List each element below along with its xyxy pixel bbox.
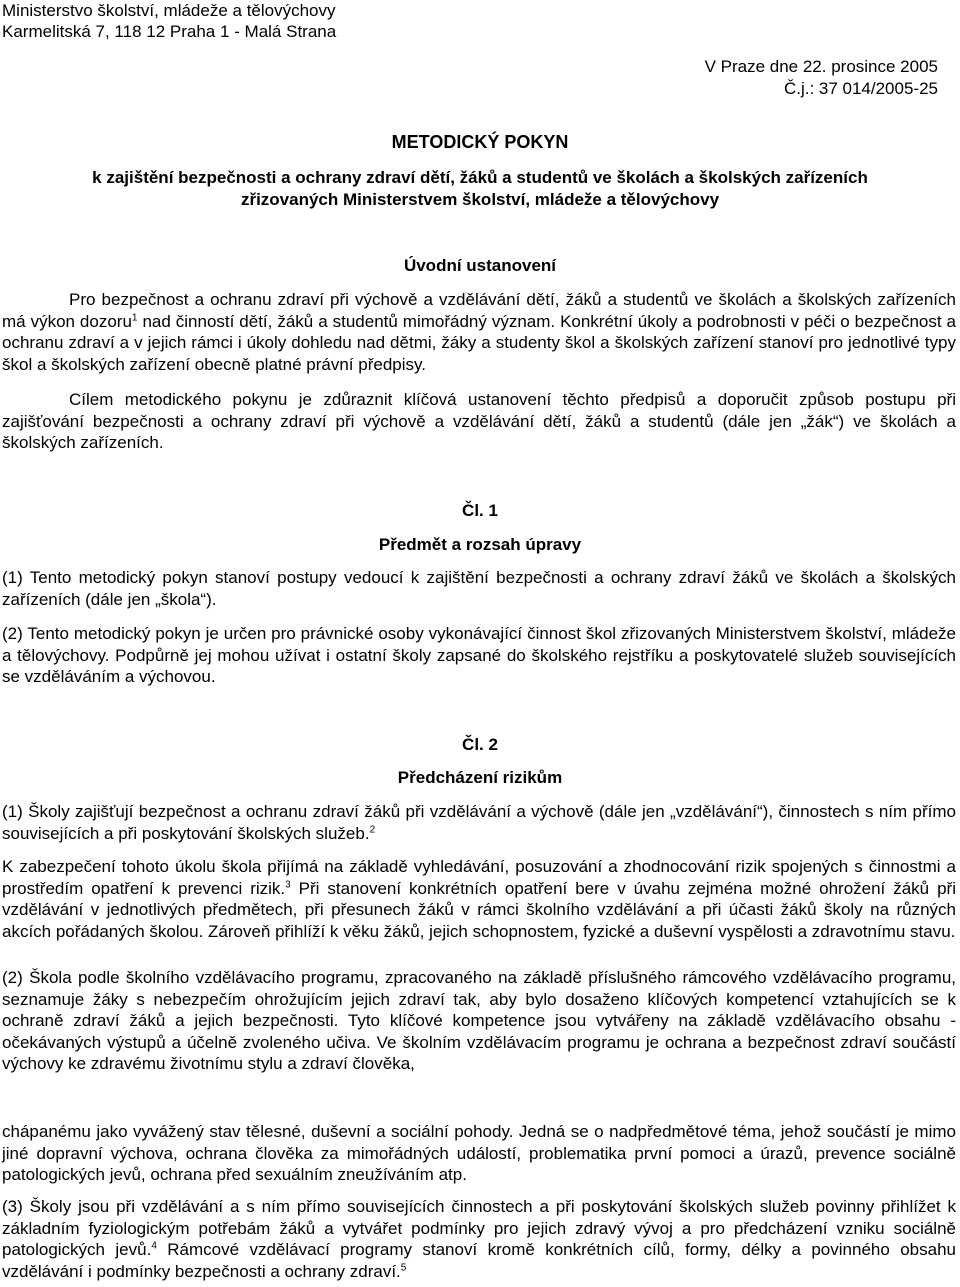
- intro-paragraph-1: [2, 289, 956, 375]
- footnote-ref-5: 5: [400, 1261, 407, 1273]
- footnote-ref-1: 1: [131, 311, 138, 323]
- document-reference: Č.j.: 37 014/2005-25: [783, 79, 938, 98]
- document-subtitle-line1: k zajištění bezpečnosti a ochrany zdraví dětí, žáků a studentů ve školách a školských zařízeních: [92, 168, 868, 187]
- article-1-heading: Předmět a rozsah úpravy: [378, 535, 582, 554]
- intro-paragraph-2: Cílem metodického pokynu je zdůraznit klíčová ustanovení těchto předpisů a doporučit způsob postupu při zajišťování bezpečnosti a ochrany zdraví při výchově a vzdělávání dětí, žáků a studentů (dále jen „žák“) ve školách a školských zařízeních.: [2, 390, 956, 452]
- ministry-address: Karmelitská 7, 118 12 Praha 1 - Malá Strana: [2, 22, 337, 41]
- article-1-paragraph-2: (2) Tento metodický pokyn je určen pro právnické osoby vykonávající činnost škol zřizovaných Ministerstvem školství, mládeže a tělovýchovy. Podpůrně jej mohou užívat i ostatní školy zapsané do školského rejstříku a poskytovatelé služeb souvisejících se vzděláváním a výchovou.: [2, 624, 956, 686]
- article-2-paragraph-2: [2, 856, 956, 942]
- article-1-number: Čl. 1: [462, 501, 498, 520]
- intro-paragraph-1-text-b: nad činností dětí, žáků a studentů mimořádný význam. Konkrétní úkoly a podrobnosti v péči o bezpečnost a ochranu zdraví a v jejich rámci i úkoly dohledu nad dětmi, žáky a studenty škol a školských zařízení stanoví pro jednotlivé typy škol a školských zařízení obecně platné právní předpisy.: [2, 311, 956, 374]
- article-2-paragraph-3: (2) Škola podle školního vzdělávacího programu, zpracovaného na základě příslušného rámcového vzdělávacího programu, seznamuje žáky s nebezpečím ohrožujícím jejich zdraví tak, aby bylo dosaženo klíčových kompetencí vztahujících se k ochraně zdraví žáků a jejich bezpečnosti. Tyto klíčové kompetence jsou vytvářeny na základě vzdělávacího obsahu - očekávaných výstupů a účelně zvoleného učiva. Ve školním vzdělávacím programu je ochrana a bezpečnost zdraví součástí výchovy ke zdravému životnímu stylu a zdraví člověka,: [2, 968, 956, 1073]
- article-2-heading: Předcházení rizikům: [397, 768, 563, 787]
- article-2-paragraph-5-text-b: Rámcové vzdělávací programy stanoví kromě konkrétních cílů, formy, délky a povinného obsahu vzdělávání i podmínky bezpečnosti a ochrany zdraví.: [2, 1240, 956, 1281]
- article-2-paragraph-1: [2, 801, 956, 844]
- intro-heading: Úvodní ustanovení: [403, 256, 557, 275]
- article-2-paragraph-2-text-a: K zabezpečení tohoto úkolu škola přijímá na základě vyhledávání, posuzování a zhodnocování rizik spojených s činnostmi a prostředím opatření k prevenci rizik.: [2, 857, 956, 898]
- article-2-number: Čl. 2: [462, 735, 498, 754]
- article-2-paragraph-5-text-a: (3) Školy jsou při vzdělávání a s ním přímo souvisejících činnostech a při poskytování školských služeb povinny přihlížet k základním fyziologickým potřebám žáků a vytvářet podmínky pro jejich zdravý vývoj a pro předcházení vzniku sociálně patologických jevů.: [2, 1197, 956, 1259]
- document-date: V Praze dne 22. prosince 2005: [704, 57, 938, 76]
- article-1-paragraph-1: (1) Tento metodický pokyn stanoví postupy vedoucí k zajištění bezpečnosti a ochrany zdraví žáků ve školách a školských zařízeních (dále jen „škola“).: [2, 568, 956, 609]
- footnote-ref-4: 4: [151, 1240, 157, 1252]
- article-2-paragraph-1-text: (1) Školy zajišťují bezpečnost a ochranu zdraví žáků při vzdělávání a výchově (dále jen „vzdělávání“), činnostech s ním přímo souvisejících a při poskytování školských služeb.: [2, 802, 956, 843]
- document-title: METODICKÝ POKYN: [391, 132, 569, 152]
- footnote-ref-3: 3: [285, 878, 291, 890]
- article-2-paragraph-2-text-b: Při stanovení konkrétních opatření bere v úvahu zejména možné ohrožení žáků při vzdělávání v jednotlivých předmětech, při přesunech žáků v rámci školního vzdělávání a při účasti žáků školy na různých akcích pořádaných školou. Zároveň přihlíží k věku žáků, jejich schopnostem, fyzické a duševní vyspělosti a zdravotnímu stavu.: [2, 878, 956, 941]
- footnote-ref-2: 2: [369, 823, 376, 835]
- article-2-paragraph-4: chápanému jako vyvážený stav tělesné, duševní a sociální pohody. Jedná se o nadpředmětové téma, jehož součástí je mimo jiné dopravní výchova, ochrana člověka za mimořádných událostí, problematika první pomoci a úrazů, prevence sociálně patologických jevů, ochrana před sexuálním zneužíváním atp.: [2, 1122, 956, 1184]
- ministry-name: Ministerstvo školství, mládeže a tělovýchovy: [2, 1, 336, 20]
- intro-paragraph-1-text-a: Pro bezpečnost a ochranu zdraví při výchově a vzdělávání dětí, žáků a studentů ve školách a školských zařízeních má výkon dozoru: [2, 290, 956, 331]
- document-subtitle-line2: zřizovaných Ministerstvem školství, mládeže a tělovýchovy: [240, 190, 720, 209]
- article-2-paragraph-5: [2, 1196, 956, 1282]
